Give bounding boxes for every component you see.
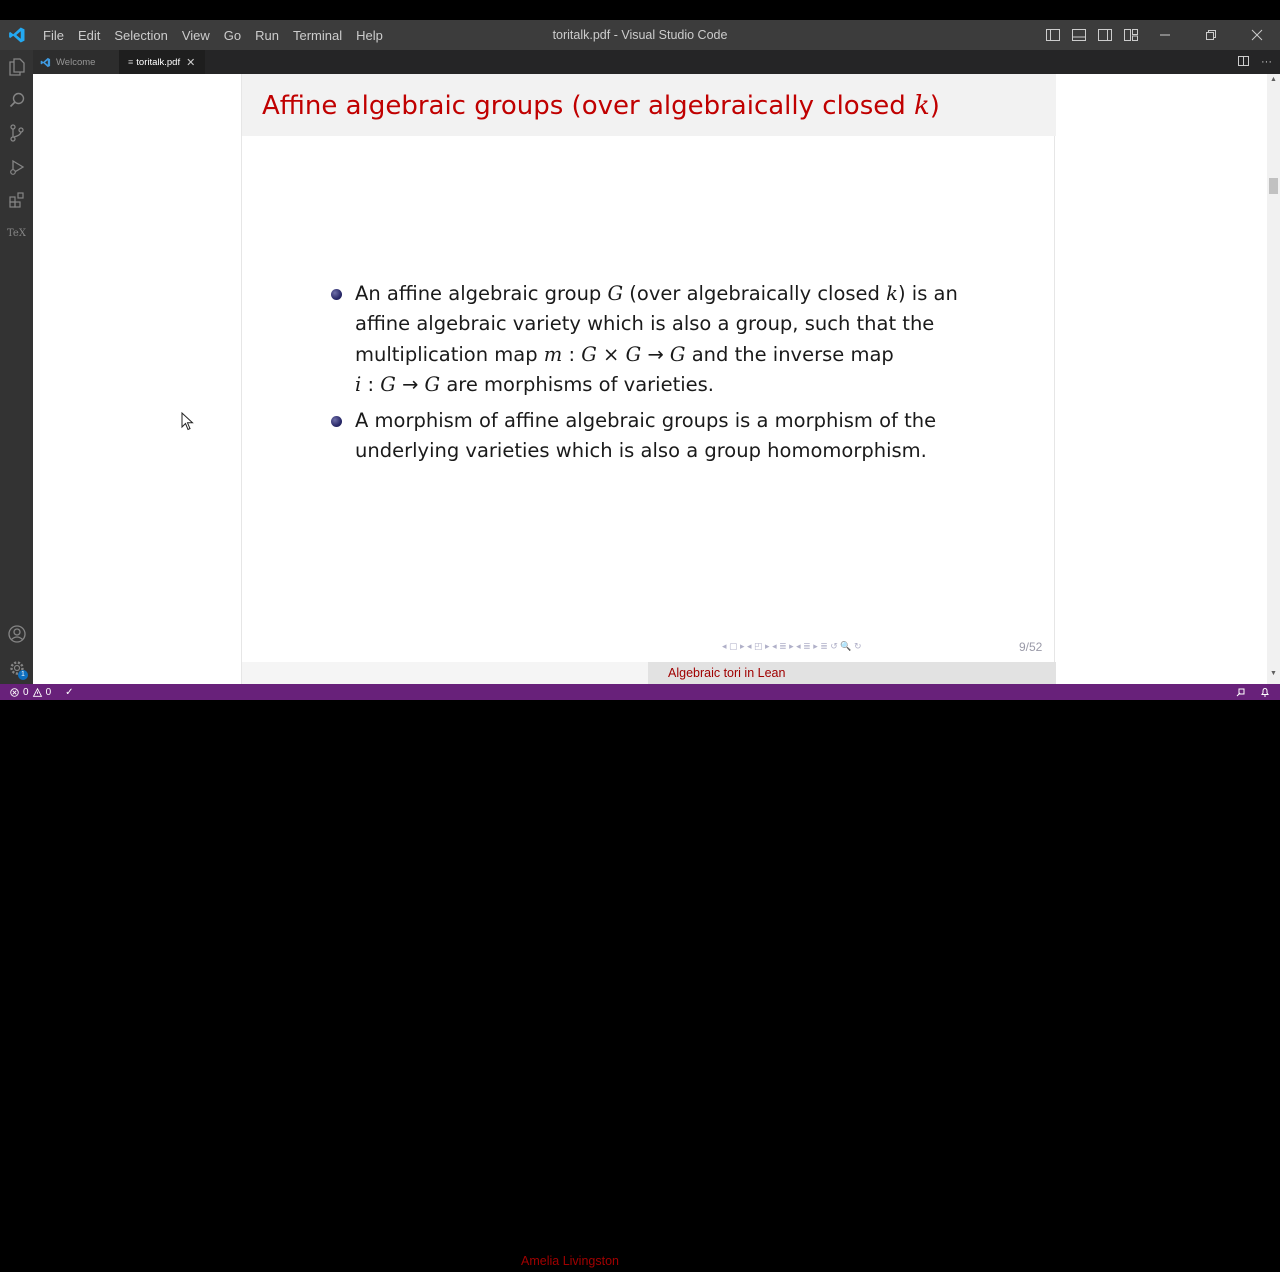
warning-icon (33, 688, 42, 697)
tab-welcome[interactable] (33, 50, 119, 74)
close-window-icon[interactable] (1234, 20, 1280, 50)
tab-bar (33, 50, 1280, 74)
slide-footer-right (648, 662, 1056, 684)
slide-title-var: k (914, 91, 930, 121)
vertical-scrollbar[interactable] (1267, 74, 1280, 684)
menu-edit[interactable]: Edit (77, 27, 101, 43)
menu-bar (36, 20, 390, 50)
letterbox-bottom (0, 700, 1280, 720)
scrollbar-thumb[interactable] (1269, 178, 1278, 194)
run-debug-icon[interactable] (0, 150, 33, 184)
footer-talk-title: Algebraic tori in Lean (668, 666, 786, 680)
bullet-line: multiplication map m : G × G → G and the inverse map (355, 342, 894, 366)
slide-footer-left (242, 662, 648, 1268)
check-icon[interactable]: ✓ (65, 686, 74, 698)
error-count: 0 (23, 686, 29, 698)
bullet-text (355, 279, 1015, 400)
bullet-line: A morphism of affine algebraic groups is a morphism of the (355, 409, 937, 432)
tab-pdf-label: toritalk.pdf (136, 56, 181, 68)
tex-icon-label: TeX (7, 227, 26, 239)
bullet-item (331, 279, 1011, 404)
bullet-line: underlying varieties which is also a group homomorphism. (355, 439, 927, 463)
menu-terminal[interactable]: Terminal (293, 27, 343, 43)
menu-selection[interactable]: Selection (114, 27, 168, 43)
feedback-icon[interactable] (1236, 687, 1246, 697)
slide-title (262, 91, 940, 121)
bullet-text (355, 406, 1015, 467)
tex-icon[interactable] (0, 216, 33, 250)
account-icon[interactable] (0, 617, 33, 651)
activity-bar (0, 50, 33, 684)
editor-actions (1238, 50, 1272, 74)
menu-view[interactable]: View (181, 27, 210, 43)
more-actions-icon[interactable]: ··· (1261, 56, 1272, 68)
slide-title-pre: Affine algebraic groups (over algebraically closed (262, 91, 915, 121)
window-controls (1142, 20, 1280, 50)
error-icon (10, 688, 19, 697)
scroll-down-icon[interactable]: ▼ (1270, 670, 1277, 677)
split-editor-icon[interactable] (1238, 56, 1249, 69)
slide-title-post: ) (929, 91, 940, 121)
bullet-line: i : G → G are morphisms of varieties. (355, 372, 715, 396)
bullet-dot-icon (331, 289, 342, 300)
vscode-logo-icon (8, 26, 26, 44)
toggle-secondary-sidebar-icon[interactable] (1092, 20, 1118, 50)
status-right (1236, 684, 1270, 700)
window-title: toritalk.pdf - Visual Studio Code (552, 28, 728, 42)
settings-gear-icon[interactable] (0, 651, 33, 685)
minimize-icon[interactable] (1142, 20, 1188, 50)
settings-badge: 1 (18, 670, 28, 680)
bullet-dot-icon (331, 416, 342, 427)
tab-welcome-label: Welcome (56, 56, 96, 68)
tab-toritalk-pdf[interactable] (119, 50, 205, 74)
toggle-panel-icon[interactable] (1066, 20, 1092, 50)
bullet-line: An affine algebraic group G (over algebraically closed k) is an (355, 282, 958, 305)
close-tab-icon[interactable]: ✕ (186, 56, 196, 69)
pdf-viewer (33, 74, 1267, 1268)
extensions-icon[interactable] (0, 183, 33, 217)
restore-icon[interactable] (1188, 20, 1234, 50)
warning-count: 0 (45, 686, 52, 698)
letterbox-top (0, 0, 1280, 20)
explorer-icon[interactable] (0, 50, 33, 84)
notifications-bell-icon[interactable] (1260, 687, 1270, 697)
status-bar (0, 684, 1280, 700)
status-problems[interactable] (10, 684, 74, 700)
source-control-icon[interactable] (0, 116, 33, 150)
title-bar (0, 20, 1280, 50)
search-icon[interactable] (0, 83, 33, 117)
mouse-pointer-icon (181, 412, 195, 432)
vscode-tab-icon (40, 57, 51, 68)
bullet-item (331, 406, 1011, 471)
page-number: 9/52 (1019, 640, 1043, 654)
beamer-navigation-symbols[interactable]: ◂ ▢ ▸ ◂ ◰ ▸ ◂ ≣ ▸ ◂ ≣ ▸ ≣ ↺ 🔍 ↻ (722, 640, 862, 651)
toggle-primary-sidebar-icon[interactable] (1040, 20, 1066, 50)
scroll-up-icon[interactable]: ▲ (1270, 76, 1277, 83)
slide-title-bar (242, 74, 1056, 136)
menu-go[interactable]: Go (223, 27, 242, 43)
menu-file[interactable]: File (43, 27, 64, 43)
footer-author-box (492, 1250, 648, 1272)
bullet-line: affine algebraic variety which is also a group, such that the (355, 312, 935, 336)
pdf-file-icon: ≡ (128, 57, 134, 67)
customize-layout-icon[interactable] (1118, 20, 1144, 50)
footer-author: Amelia Livingston (521, 1254, 619, 1268)
layout-controls (1040, 20, 1144, 50)
pdf-page (241, 74, 1055, 1268)
menu-run[interactable]: Run (255, 27, 279, 43)
menu-help[interactable]: Help (356, 27, 383, 43)
